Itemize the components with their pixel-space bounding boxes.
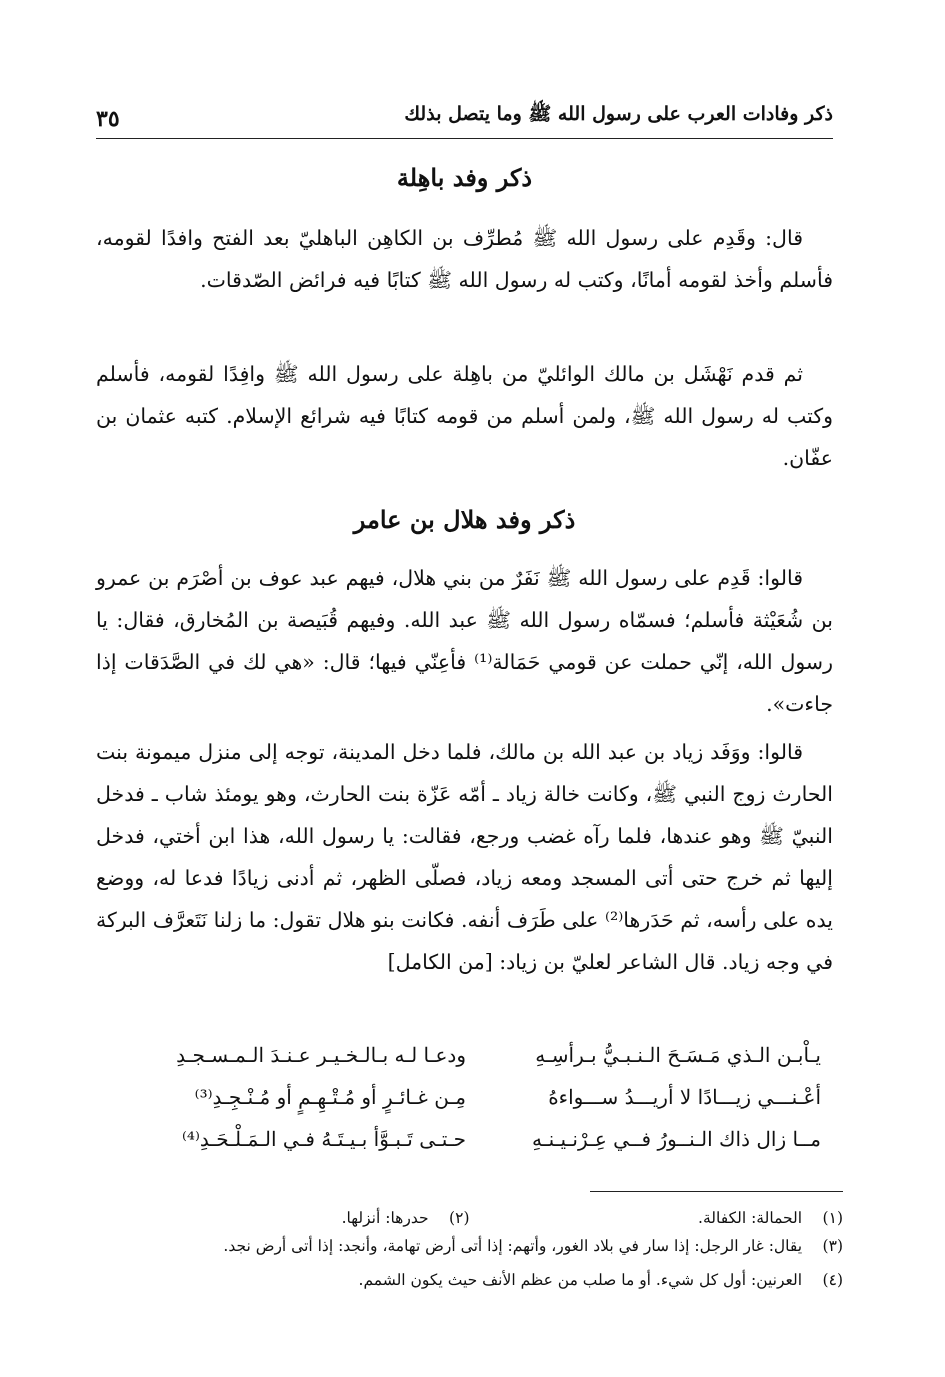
verse-first-hemistich: أعْـنـــي زيـــادًا لا أريـــدُ ســـواءهُ bbox=[548, 1085, 821, 1109]
footnote-row bbox=[96, 1204, 843, 1232]
verse-first-hemistich: مــا زال ذاك الـنــورُ فــي عِـرْنـيـنـهِ bbox=[532, 1127, 821, 1151]
verse-second-hemistich: مِـن غـائـرٍ أو مُـتْـهِـمٍ أو مُـنْـجِـدِ⁽³⁾ bbox=[194, 1085, 466, 1109]
footnote-text: العرنين: أول كل شيء. أو ما صلب من عظم الأنف حيث يكون الشمم. bbox=[358, 1271, 803, 1289]
footnote-number: (٢) bbox=[449, 1209, 470, 1227]
footnote-text: حدرها: أنزلها. bbox=[341, 1209, 429, 1227]
paragraph: ثم قدم نَهْشَل بن مالك الوائليّ من باهِلة على رسول الله ﷺ وافِدًا لقومه، فأسلم وكتب له رسول الله ﷺ، ولمن أسلم من قومه كتابًا فيه شرائع الإسلام. كتبه عثمان بن عفّان. bbox=[96, 362, 833, 470]
page-number: ٣٥ bbox=[96, 106, 120, 132]
footnote bbox=[96, 1232, 843, 1260]
verse-line bbox=[96, 1118, 833, 1160]
footnote bbox=[484, 1204, 843, 1232]
section-heading-bahila: ذكر وفد باهِلة bbox=[396, 163, 533, 192]
verse-line bbox=[96, 1076, 833, 1118]
paragraph: قال: وقَدِم على رسول الله ﷺ مُطرِّف بن الكاهِن الباهليّ بعد الفتح وافدًا لقومه، فأسلم وأخذ لقومه أمانًا، وكتب له رسول الله ﷺ كتابًا فيه فرائض الصّدقات. bbox=[96, 226, 833, 292]
footnote-separator bbox=[590, 1191, 843, 1192]
footnote-number: (٤) bbox=[822, 1271, 843, 1289]
running-title: ذكر وفادات العرب على رسول الله ﷺ وما يتصل بذلك bbox=[404, 103, 833, 125]
footnotes bbox=[96, 1204, 843, 1294]
running-header bbox=[96, 96, 833, 139]
verse-first-hemistich: يـاْبـن الـذي مَـسَـحَ الـنـبـيُّ بـرأسِـهِ bbox=[535, 1043, 821, 1067]
verse-line bbox=[96, 1034, 833, 1076]
poem bbox=[96, 1034, 833, 1160]
footnote-text: الحمالة: الكفالة. bbox=[698, 1209, 803, 1227]
paragraph: قالوا: قَدِم على رسول الله ﷺ نَفَرٌ من بني هلال، فيهم عبد عوف بن أصْرَم بن عمرو بن شُعَيْثة فأسلم؛ فسمّاه رسول الله ﷺ عبد الله. وفيهم قُبَيصة بن المُخارق، فقال: يا رسول الله، إنّي حملت عن قومي حَمَالة⁽¹⁾ فأعِنّي فيها؛ قال: «هي لك في الصَّدَقات إذا جاءت». bbox=[96, 566, 834, 716]
footnote-number: (١) bbox=[822, 1209, 843, 1227]
footnote bbox=[96, 1266, 843, 1294]
section-heading-hilal: ذكر وفد هلال بن عامر bbox=[353, 505, 576, 534]
verse-second-hemistich: حـتـى تَـبـوَّأ بـيـتَـهُ فـي الـمَـلْـحَـدِ⁽⁴⁾ bbox=[182, 1127, 466, 1151]
footnote-number: (٣) bbox=[822, 1237, 843, 1255]
footnote-text: يقال: غار الرجل: إذا سار في بلاد الغور، وأتهم: إذا أتى أرض تهامة، وأنجد: إذا أتى أرض نجد. bbox=[223, 1237, 803, 1255]
paragraph: قالوا: ووَفَد زياد بن عبد الله بن مالك، فلما دخل المدينة، توجه إلى منزل ميمونة بنت الحارث زوج النبي ﷺ، وكانت خالة زياد ـ أمّه عَزّة بنت الحارث، وهو يومئذ شاب ـ فدخل النبيّ ﷺ وهو عندها، فلما رآه غضب ورجع، فقالت: يا رسول الله، هذا ابن أختي، فدخل إليها ثم خرج حتى أتى المسجد ومعه زياد، فصلّى الظهر، ثم أدنى زيادًا فدعا له، ووضع يده على رأسه، ثم حَدَرها⁽²⁾ على طَرَف أنفه. فكانت بنو هلال تقول: ما زلنا نَتَعرَّف البركة في وجه زياد. قال الشاعر لعليّ بن زياد: [من الكامل] bbox=[96, 740, 834, 974]
verse-second-hemistich: ودعـا لـه بـالـخـيـر عـنـدَ الـمـسـجـدِ bbox=[176, 1043, 466, 1067]
footnote bbox=[96, 1204, 470, 1232]
